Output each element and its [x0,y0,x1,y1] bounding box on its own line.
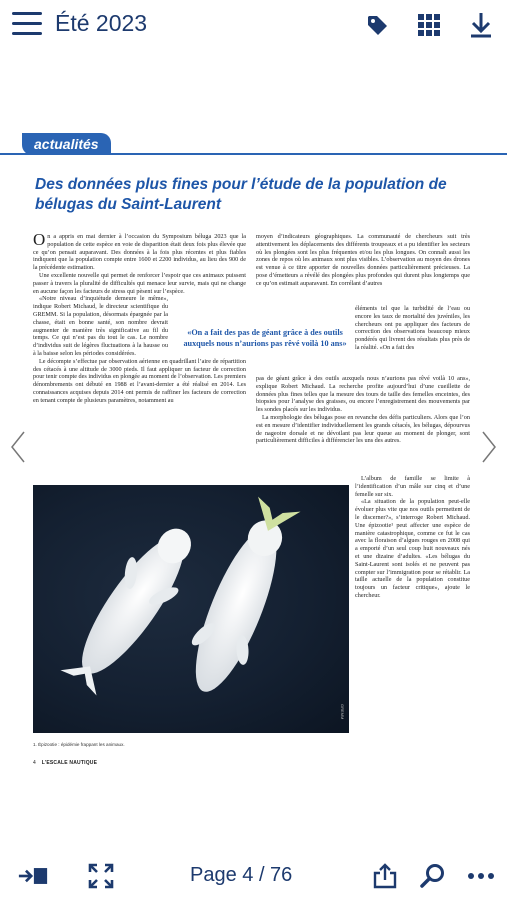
photo-credit: GREMM [340,703,345,719]
paragraph: n a appris en mai dernier à l’occasion du Symposium béluga 2023 que la population de cette espèce en voie de disparition était deux fois plus élevée que ce qu’on pensait auparavant. Des données à la fois plus récentes et plus fiables indiquent que la population compte entre 1600 et 2200 individus, au lieu des 900 de la précédente estimation. [33,233,246,272]
previous-page-arrow-icon[interactable] [10,430,26,464]
footnote: 1. Épizootie : épidémie frappant les animaux. [33,742,125,747]
bottom-toolbar [0,855,507,900]
paragraph: moyen d’indicateurs géographiques. La communauté de chercheurs suit très attentivement les déplacements des différents troupeaux et a pu identifier les secteurs où les plongées sont les plus fréquentes et/ou les plus longues. On connaît aussi les zones de repos où les animaux sont plus visibles. L’observation au moyen des drones est venue à ce titre apporter de nouvelles données particulièrement précieuses. La pose d’émetteurs a révélé des plongées plus profondes qui durent plus longtemps que ce qu’on estimait auparavant. En corrélant d’autres [256,233,470,287]
paragraph: Le décompte s’effectue par observation aérienne en quadrillant l’aire de répartition des cétacés à une altitude de 3000 pieds. Il faut appliquer un facteur de correction pour tenir compte des individus en plongée au moment de l’observation. Les premiers dénombrements ont débuté en 1988 et l’avant-dernier a été réalisé en 2014. Les connaissances acquises depuis 2014 ont permis de raffiner les facteurs de correction en tenant compte de plusieurs paramètres, notamment au [33,357,246,404]
article-column-right-bottom [256,375,470,475]
article-column-narrow [355,475,470,695]
section-label: actualités [22,133,111,155]
next-page-arrow-icon[interactable] [481,430,497,464]
grid-icon[interactable] [414,10,444,40]
page-folio [33,760,97,766]
folio-number: 4 [33,760,36,766]
menu-icon[interactable] [12,12,44,38]
beluga-photo [33,485,349,733]
issue-title: Été 2023 [55,10,148,36]
article-column-right-mid [355,305,470,375]
section-rubric [0,133,507,155]
magazine-page [0,130,507,770]
paragraph: éléments tel que la turbidité de l’eau ou encore les taux de mortalité des juvéniles, les chercheurs ont pu appliquer des facteurs de correction des observations beaucoup mieux pondérés qui livrent des résultats plus près de la réalité. «On a fait des [355,305,470,351]
share-icon[interactable] [370,861,400,891]
article-column-left [33,233,246,480]
more-icon[interactable] [466,861,496,891]
paragraph: pas de géant grâce à des outils auxquels nous n’aurions pas rêvé voilà 10 ans», explique Robert Michaud. La recherche profite aujourd’hui d’une cueillette de données plus fines telles que la mesure des tours de taille des femelles enceintes, des biopsies pour l’analyse des graisses, ou encore l’enregistrement des mouvements par les sondes placés sur les individus. [256,375,470,414]
paragraph: «Notre niveau d’inquiétude demeure le même», indique Robert Michaud, le directeur scientifique du GREMM. Si la population, désormais épargnée par la chasse, était en bonne santé, son nombre devrait augmenter de manière très significative au fil du temps. Ce qui n’est pas du tout le cas. Le nombre d’individus suit de légères fluctuations à la hausse ou à la baisse selon les périodes considérées. [33,295,168,357]
page-indicator[interactable]: Page 4 / 76 [190,864,293,886]
paragraph: Une excellente nouvelle qui permet de renforcer l’espoir que ces animaux puissent passer à travers la pluralité de difficultés qui menace leur survie, mais qui ne change en aucune façon les facteurs de stress qui pèsent sur l’espèce. [33,271,246,295]
paragraph: La morphologie des bélugas pose en revanche des défis particuliers. Alors que l’on est en mesure d’identifier individuellement les grands cétacés, les bélugas, dépourvus de nageoire dorsale et ne dévoilant pas leur queue au moment de plonger, sont particulièrement difficiles à différencier les uns des autres. [256,413,470,445]
folio-label: L’ESCALE NAUTIQUE [41,760,98,766]
article-column-right-top [256,233,470,305]
article-headline: Des données plus fines pour l’étude de la population de bélugas du Saint-Laurent [35,176,447,213]
search-icon[interactable] [418,861,448,891]
close-reader-icon[interactable] [18,861,48,891]
paragraph: L’album de famille se limite à l’identification d’un mâle sur cinq et d’une femelle sur six. [355,475,470,498]
pull-quote: «On a fait des pas de géant grâce à des outils auxquels nous n’aurions pas rêvé voilà 10 ans» [183,328,347,348]
paragraph: «La situation de la population peut-elle évoluer plus vite que nos outils permettent de le discerner?», s’interroge Robert Michaud. Une épizootie¹ peut affecter une espèce de manière catastrophique, comme ce fut le cas avec la floraison d’algues rouges en 2008 qui a emporté d’un seul coup huit nouveaux nés et une dizaine d’adultes. «Les bélugas du Saint-Laurent sont isolés et ne peuvent pas compter sur l’immigration pour se rétablir. La taille actuelle de la population constitue toujours un facteur critique», ajoute le chercheur. [355,498,470,599]
download-icon[interactable] [466,10,496,40]
tag-icon[interactable] [362,10,392,40]
top-toolbar [0,0,507,50]
belugas-illustration [33,485,349,733]
fullscreen-icon[interactable] [86,861,116,891]
drop-cap: O [33,233,46,249]
